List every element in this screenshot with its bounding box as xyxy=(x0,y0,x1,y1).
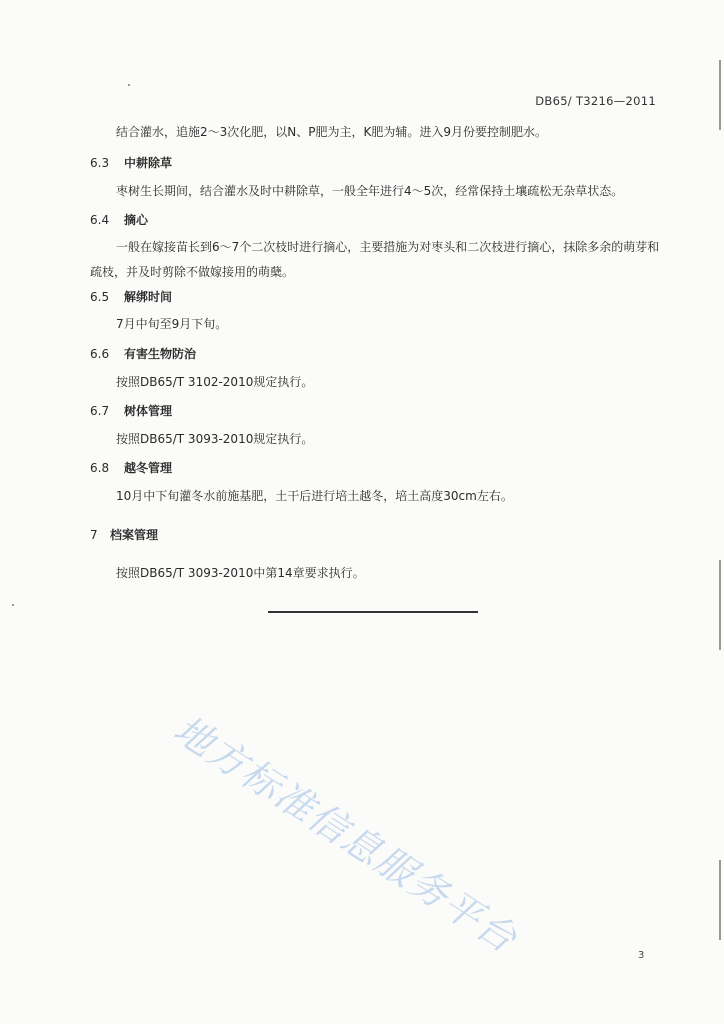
section-heading-6-6 xyxy=(90,346,196,362)
section-heading-6-7 xyxy=(90,403,172,419)
section-heading-6-4 xyxy=(90,212,148,228)
section-heading-6-8 xyxy=(90,460,172,476)
section-heading-6-3 xyxy=(90,155,172,171)
scan-speck xyxy=(128,84,130,86)
section-title: 树体管理 xyxy=(124,404,173,418)
watermark: 地方标准信息服务平台 xyxy=(166,706,526,962)
paragraph-6-6: 按照DB65/T 3102-2010规定执行。 xyxy=(116,375,314,389)
scan-edge-mark xyxy=(719,560,721,650)
section-title: 中耕除草 xyxy=(124,156,173,170)
paragraph-7: 按照DB65/T 3093-2010中第14章要求执行。 xyxy=(116,566,365,580)
section-title: 档案管理 xyxy=(110,528,159,542)
section-number: 6.8 xyxy=(90,461,110,475)
section-heading-7 xyxy=(90,527,158,543)
section-title: 有害生物防治 xyxy=(124,347,197,361)
end-rule xyxy=(268,611,478,613)
section-number: 7 xyxy=(90,528,98,542)
page-number: 3 xyxy=(638,950,645,961)
section-number: 6.4 xyxy=(90,213,110,227)
scan-speck xyxy=(12,604,14,606)
scan-edge-mark xyxy=(719,860,721,940)
section-title: 解绑时间 xyxy=(124,290,173,304)
section-number: 6.7 xyxy=(90,404,110,418)
section-title: 越冬管理 xyxy=(124,461,173,475)
section-number: 6.3 xyxy=(90,156,110,170)
paragraph-6-8: 10月中下旬灌冬水前施基肥，土干后进行培土越冬，培土高度30cm左右。 xyxy=(116,489,513,503)
section-heading-6-5 xyxy=(90,289,172,305)
section-number: 6.5 xyxy=(90,290,110,304)
paragraph-6-3: 枣树生长期间，结合灌水及时中耕除草，一般全年进行4～5次，经常保持土壤疏松无杂草状态。 xyxy=(116,184,624,198)
standard-code-header: DB65/ T3216—2011 xyxy=(535,94,656,108)
section-number: 6.6 xyxy=(90,347,110,361)
paragraph-6-4: 一般在嫁接苗长到6～7个二次枝时进行摘心，主要措施为对枣头和二次枝进行摘心，抹除多余的萌芽和疏枝，并及时剪除不做嫁接用的萌蘖。 xyxy=(90,240,660,279)
section-title: 摘心 xyxy=(124,213,149,227)
paragraph-6-7: 按照DB65/T 3093-2010规定执行。 xyxy=(116,432,314,446)
paragraph-fertilizer: 结合灌水，追施2～3次化肥，以N、P肥为主，K肥为辅。进入9月份要控制肥水。 xyxy=(116,125,547,139)
scan-edge-mark xyxy=(719,60,721,130)
paragraph-6-5: 7月中旬至9月下旬。 xyxy=(116,317,228,331)
